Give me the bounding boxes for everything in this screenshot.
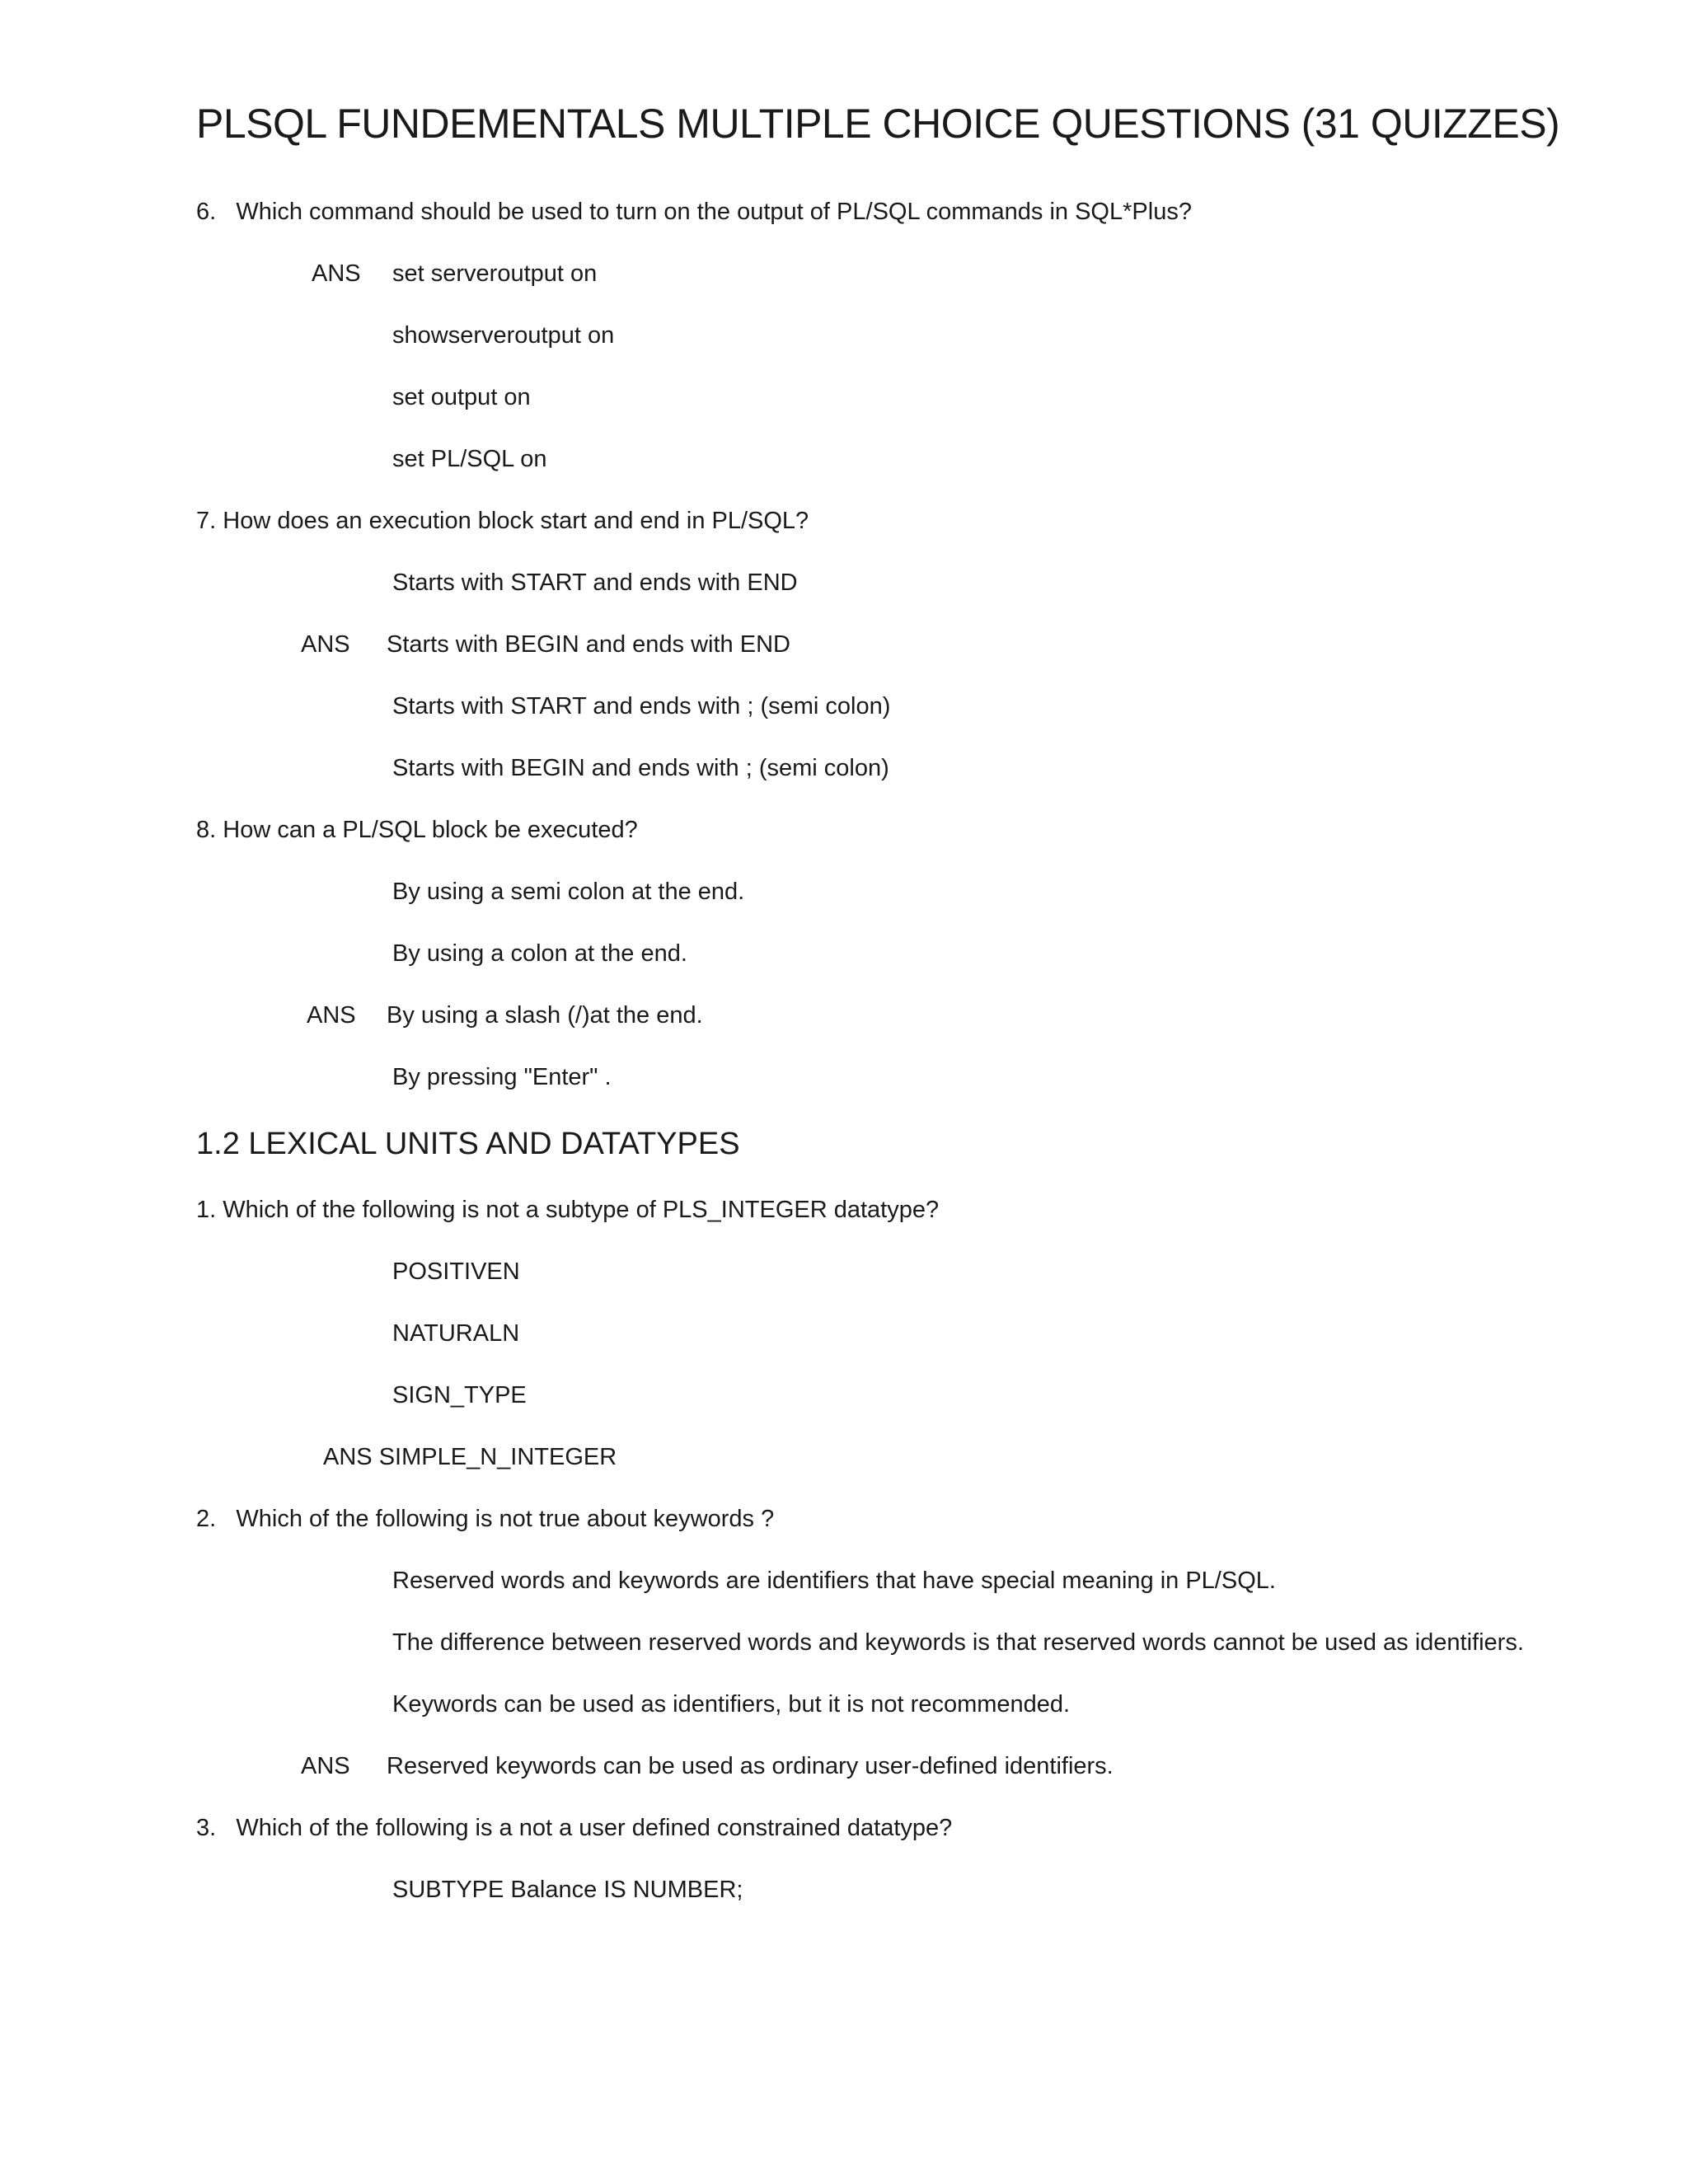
option-s1-a: POSITIVEN (392, 1258, 520, 1285)
question-number: 6. (196, 199, 217, 225)
option-s1-d (323, 1441, 617, 1474)
answer-marker: ANS (301, 1753, 350, 1779)
question-6 (196, 195, 1192, 228)
option-q7-a: Starts with START and ends with END (392, 569, 798, 596)
section-heading: 1.2 LEXICAL UNITS AND DATATYPES (196, 1127, 740, 1161)
question-text: Which of the following is not a subtype of PLS_INTEGER datatype? (223, 1197, 940, 1223)
option-q7-b: Starts with BEGIN and ends with END (387, 631, 790, 658)
option-q6-b: showserveroutput on (392, 322, 615, 349)
option-s2-d: Reserved keywords can be used as ordinary user-defined identifiers. (387, 1753, 1114, 1779)
question-text: Which of the following is not true about keywords ? (236, 1506, 775, 1532)
option-spacer (373, 1444, 379, 1470)
option-s2-c: Keywords can be used as identifiers, but it is not recommended. (392, 1691, 1071, 1718)
option-s3-a: SUBTYPE Balance IS NUMBER; (392, 1877, 743, 1903)
option-s2-a: Reserved words and keywords are identifiers that have special meaning in PL/SQL. (392, 1568, 1276, 1594)
answer-marker: ANS (323, 1444, 373, 1470)
question-s2 (196, 1502, 774, 1535)
option-s1-c: SIGN_TYPE (392, 1382, 527, 1408)
question-number: 7. (196, 508, 217, 534)
question-spacer (223, 199, 236, 225)
question-spacer (223, 1815, 236, 1841)
option-s1-b: NATURALN (392, 1320, 520, 1347)
option-q6-d: set PL/SQL on (392, 446, 547, 472)
answer-marker: ANS (301, 631, 350, 658)
question-8 (196, 813, 638, 846)
option-q8-c: By using a slash (/)at the end. (387, 1002, 703, 1029)
question-number: 8. (196, 817, 217, 843)
option-q8-d: By pressing "Enter" . (392, 1064, 612, 1090)
question-spacer (223, 1506, 236, 1532)
question-s3 (196, 1811, 952, 1844)
question-7 (196, 504, 809, 537)
option-q8-b: By using a colon at the end. (392, 940, 687, 967)
answer-marker: ANS (307, 1002, 356, 1029)
option-s2-b: The difference between reserved words and keywords is that reserved words cannot be used as identifiers. (392, 1629, 1524, 1656)
question-number: 1. (196, 1197, 217, 1223)
page-title: PLSQL FUNDEMENTALS MULTIPLE CHOICE QUESTIONS (31 QUIZZES) (196, 101, 1560, 147)
option-q7-d: Starts with BEGIN and ends with ; (semi colon) (392, 755, 889, 781)
option-q6-a: set serveroutput on (392, 260, 598, 287)
question-text: Which command should be used to turn on the output of PL/SQL commands in SQL*Plus? (236, 199, 1192, 225)
question-number: 3. (196, 1815, 217, 1841)
option-q7-c: Starts with START and ends with ; (semi colon) (392, 693, 891, 719)
question-text: How does an execution block start and end in PL/SQL? (223, 508, 809, 534)
answer-marker: ANS (312, 260, 361, 287)
question-text: Which of the following is a not a user defined constrained datatype? (236, 1815, 953, 1841)
question-text: How can a PL/SQL block be executed? (223, 817, 638, 843)
option-q6-c: set output on (392, 384, 531, 410)
option-text: SIMPLE_N_INTEGER (378, 1444, 617, 1470)
question-number: 2. (196, 1506, 217, 1532)
question-s1 (196, 1193, 939, 1226)
option-q8-a: By using a semi colon at the end. (392, 879, 745, 905)
